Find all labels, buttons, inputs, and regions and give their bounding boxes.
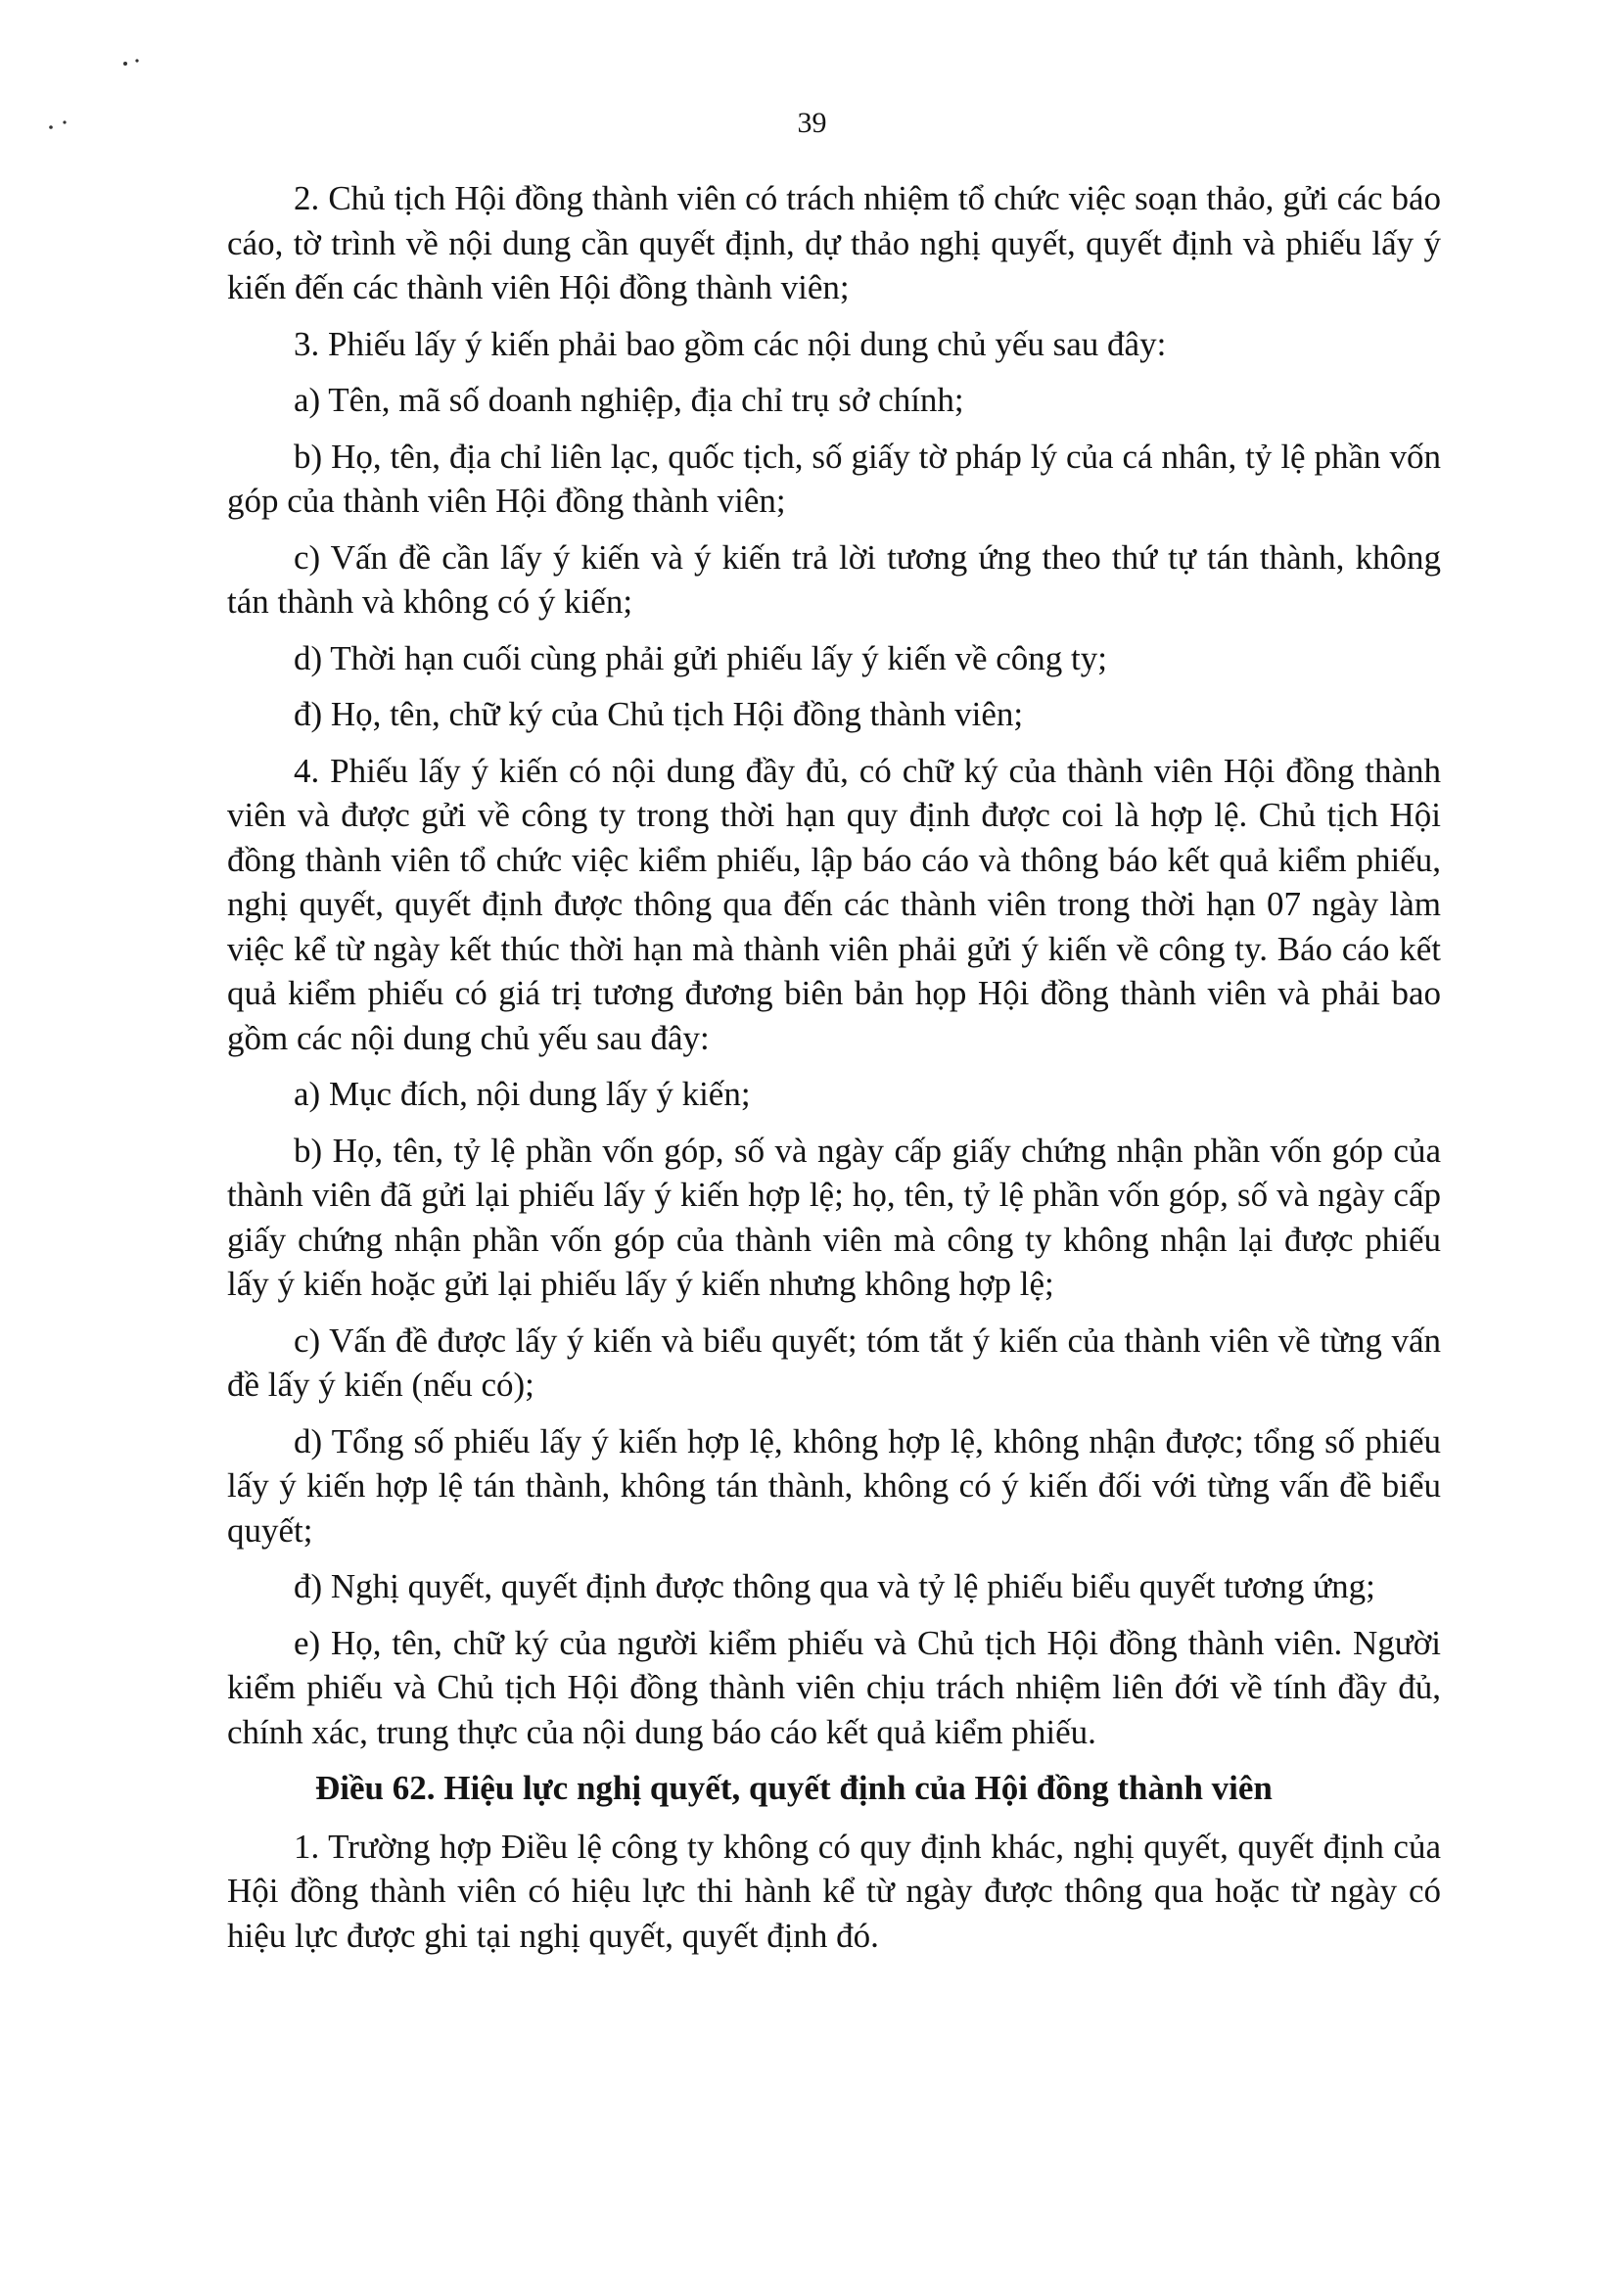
paragraph: a) Tên, mã số doanh nghiệp, địa chỉ trụ sở chính; — [294, 381, 964, 419]
paragraph: b) Họ, tên, địa chỉ liên lạc, quốc tịch, số giấy tờ pháp lý của cá nhân, tỷ lệ phần vốn góp của thành viên Hội đồng thành viên; — [227, 437, 1441, 520]
paragraph: d) Tổng số phiếu lấy ý kiến hợp lệ, không hợp lệ, không nhận được; tổng số phiếu lấy ý kiến hợp lệ tán thành, không tán thành, không có ý kiến đối với từng vấn đề biểu quyết; — [227, 1421, 1441, 1550]
paragraph: a) Mục đích, nội dung lấy ý kiến; — [294, 1075, 751, 1113]
scan-speck — [123, 62, 127, 66]
article-heading: Điều 62. Hiệu lực nghị quyết, quyết định của Hội đồng thành viên — [315, 1769, 1273, 1807]
paragraph: d) Thời hạn cuối cùng phải gửi phiếu lấy ý kiến về công ty; — [294, 638, 1107, 677]
paragraph: 1. Trường hợp Điều lệ công ty không có quy định khác, nghị quyết, quyết định của Hội đồng thành viên có hiệu lực thi hành kể từ ngày được thông qua hoặc từ ngày có hiệu lực được ghi tại nghị quyết, quyết định đó. — [227, 1827, 1441, 1955]
paragraph: c) Vấn đề được lấy ý kiến và biểu quyết; tóm tắt ý kiến của thành viên về từng vấn đề lấy ý kiến (nếu có); — [227, 1321, 1441, 1404]
paragraph: b) Họ, tên, tỷ lệ phần vốn góp, số và ngày cấp giấy chứng nhận phần vốn góp của thành viên đã gửi lại phiếu lấy ý kiến hợp lệ; họ, tên, tỷ lệ phần vốn góp, số và ngày cấp giấy chứng nhận phần vốn góp của thành viên mà công ty không nhận lại được phiếu lấy ý kiến hoặc gửi lại phiếu lấy ý kiến nhưng không hợp lệ; — [227, 1131, 1441, 1303]
paragraph: e) Họ, tên, chữ ký của người kiểm phiếu và Chủ tịch Hội đồng thành viên. Người kiểm phiếu và Chủ tịch Hội đồng thành viên chịu trách nhiệm liên đới về tính đầy đủ, chính xác, trung thực của nội dung báo cáo kết quả kiểm phiếu. — [227, 1623, 1441, 1751]
paragraph: đ) Nghị quyết, quyết định được thông qua và tỷ lệ phiếu biểu quyết tương ứng; — [294, 1567, 1375, 1605]
paragraph: 2. Chủ tịch Hội đồng thành viên có trách nhiệm tổ chức việc soạn thảo, gửi các báo cáo, tờ trình về nội dung cần quyết định, dự thảo nghị quyết, quyết định và phiếu lấy ý kiến đến các thành viên Hội đồng thành viên; — [227, 179, 1441, 306]
scan-speck — [135, 59, 138, 62]
page-number: 39 — [797, 107, 827, 139]
paragraph: 3. Phiếu lấy ý kiến phải bao gồm các nội dung chủ yếu sau đây: — [294, 324, 1167, 363]
paragraph: c) Vấn đề cần lấy ý kiến và ý kiến trả lời tương ứng theo thứ tự tán thành, không tán thành và không có ý kiến; — [227, 537, 1441, 621]
paragraph: 4. Phiếu lấy ý kiến có nội dung đầy đủ, có chữ ký của thành viên Hội đồng thành viên và được gửi về công ty trong thời hạn quy định được coi là hợp lệ. Chủ tịch Hội đồng thành viên tổ chức việc kiểm phiếu, lập báo cáo và thông báo kết quả kiểm phiếu, nghị quyết, quyết định được thông qua đến các thành viên trong thời hạn 07 ngày làm việc kể từ ngày kết thúc thời hạn mà thành viên phải gửi ý kiến về công ty. Báo cáo kết quả kiểm phiếu có giá trị tương đương biên bản họp Hội đồng thành viên và phải bao gồm các nội dung chủ yếu sau đây: — [227, 751, 1441, 1057]
paragraph: đ) Họ, tên, chữ ký của Chủ tịch Hội đồng thành viên; — [294, 695, 1024, 733]
document-body — [227, 176, 1441, 1970]
